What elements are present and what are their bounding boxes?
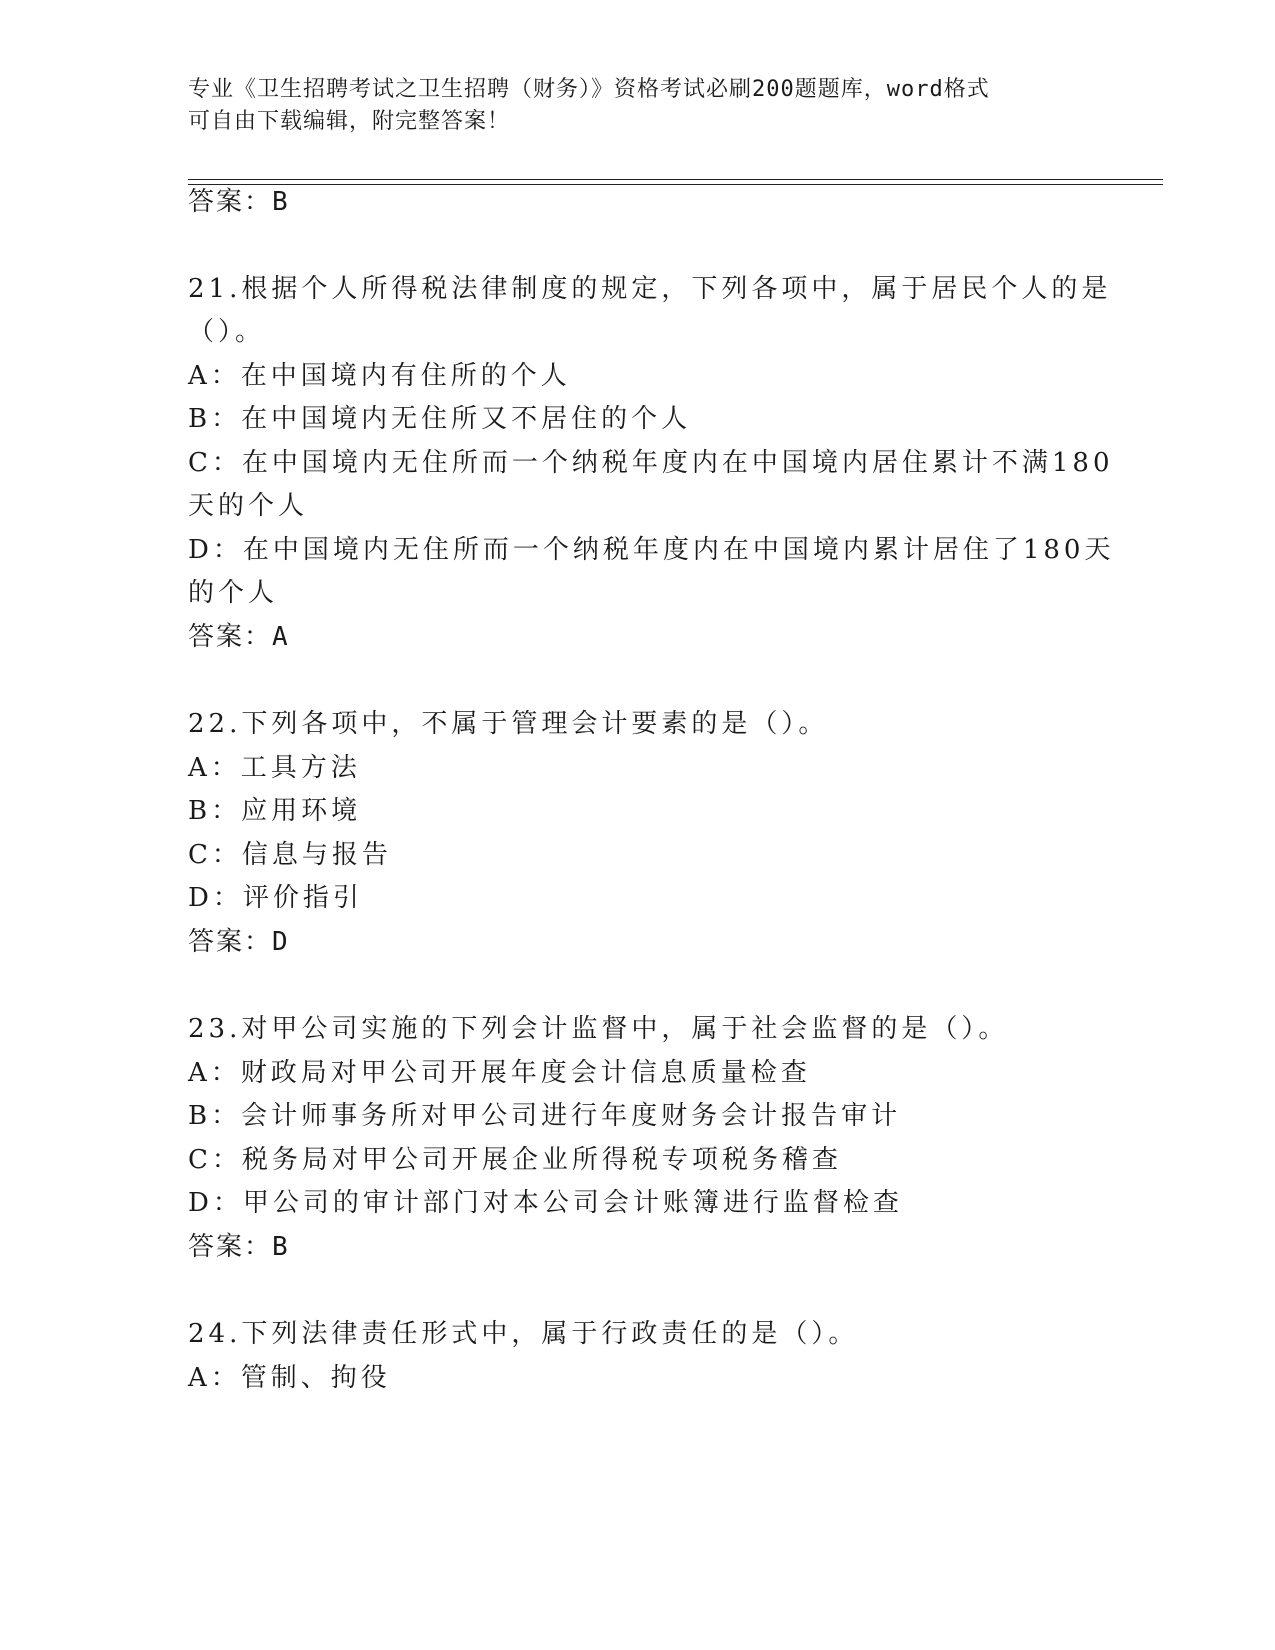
document-header xyxy=(188,74,1068,138)
header-divider-top xyxy=(188,179,1163,180)
option-a: A：财政局对甲公司开展年度会计信息质量检查 xyxy=(188,1058,811,1088)
option-b: B：在中国境内无住所又不居住的个人 xyxy=(188,404,692,434)
option-d: D：在中国境内无住所而一个纳税年度内在中国境内累计居住了180天 xyxy=(188,535,1115,565)
answer-line: 答案：A xyxy=(188,622,290,652)
option-c: C：信息与报告 xyxy=(188,840,392,870)
option-c: C：税务局对甲公司开展企业所得税专项税务稽查 xyxy=(188,1145,842,1175)
option-b: B：会计师事务所对甲公司进行年度财务会计报告审计 xyxy=(188,1101,902,1131)
header-line-1: 专业《卫生招聘考试之卫生招聘（财务）》资格考试必刷200题题库，word格式 xyxy=(188,77,990,102)
question-stem: 22.下列各项中，不属于管理会计要素的是（）。 xyxy=(188,709,829,739)
option-d-continued: 的个人 xyxy=(188,578,279,608)
option-d: D：评价指引 xyxy=(188,883,363,913)
header-divider-bottom xyxy=(188,184,1163,185)
option-c: C：在中国境内无住所而一个纳税年度内在中国境内居住累计不满180 xyxy=(188,448,1114,478)
question-stem: 23.对甲公司实施的下列会计监督中，属于社会监督的是（）。 xyxy=(188,1014,1009,1044)
answer-line: 答案：B xyxy=(188,187,290,217)
question-stem: 24.下列法律责任形式中，属于行政责任的是（）。 xyxy=(188,1319,859,1349)
answer-line: 答案：B xyxy=(188,1232,290,1262)
option-b: B：应用环境 xyxy=(188,796,362,826)
option-a: A：工具方法 xyxy=(188,753,361,783)
question-stem: 21.根据个人所得税法律制度的规定，下列各项中，属于居民个人的是 xyxy=(188,274,1112,304)
option-a: A：管制、拘役 xyxy=(188,1363,391,1393)
answer-line: 答案：D xyxy=(188,927,290,957)
option-c-continued: 天的个人 xyxy=(188,491,309,521)
option-d: D：甲公司的审计部门对本公司会计账簿进行监督检查 xyxy=(188,1188,903,1218)
question-stem-continued: （）。 xyxy=(188,317,266,347)
header-line-2: 可自由下载编辑，附完整答案！ xyxy=(188,109,511,134)
option-a: A：在中国境内有住所的个人 xyxy=(188,361,571,391)
